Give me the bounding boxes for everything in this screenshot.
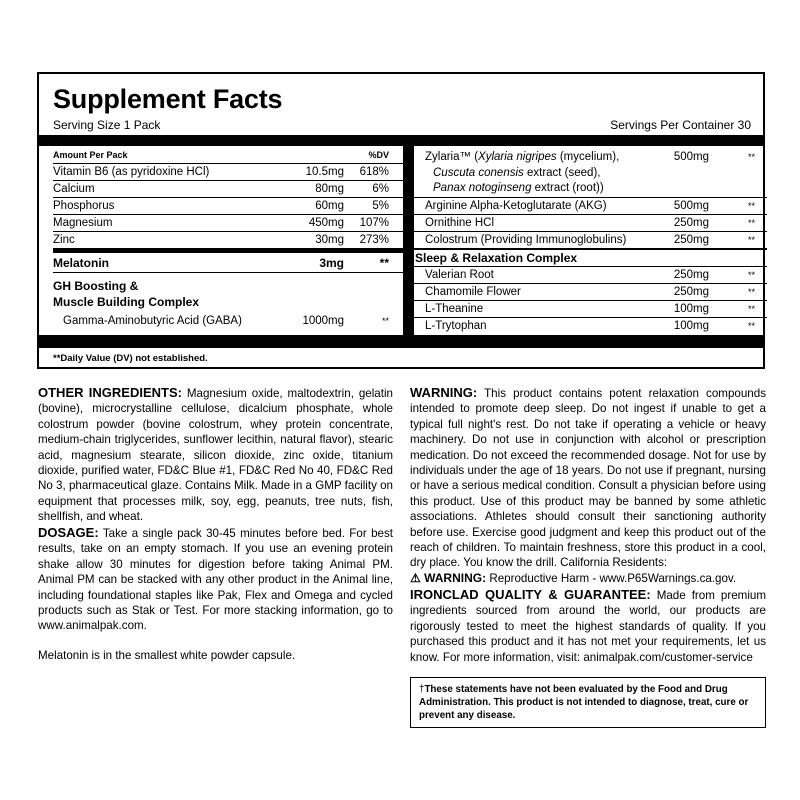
gh-complex-title-line1: GH Boosting & — [53, 279, 139, 293]
guarantee-label: IRONCLAD QUALITY & GUARANTEE: — [410, 587, 651, 602]
right-item-name: Colostrum (Providing Immunoglobulins) — [425, 234, 627, 246]
zylaria-line1 — [425, 149, 619, 165]
dv-footnote: **Daily Value (DV) not established. — [53, 353, 208, 364]
supplement-facts-panel — [37, 72, 765, 369]
prop65-label: ⚠ WARNING: — [410, 570, 487, 585]
header-amount: Amount Per Pack — [53, 150, 128, 160]
header-dv: %DV — [368, 150, 389, 160]
other-ingredients-label: OTHER INGREDIENTS: — [38, 385, 182, 400]
gaba-amount: 1000mg — [302, 315, 344, 327]
guarantee-text: Made from premium ingredients sourced from around the world, our products are rigorously tested to meet the highest standards of quality. If you purchased this product and it has not met your requirements, let us know. For more information, visit: animalpak.com/customer-service — [410, 589, 767, 664]
right-item-dv: ** — [747, 201, 755, 211]
zylaria-line2 — [433, 165, 600, 181]
servings-per-container: Servings Per Container 30 — [610, 118, 751, 132]
sleep-item-name: Chamomile Flower — [425, 286, 521, 298]
right-item-dv: ** — [747, 218, 755, 228]
warning-block — [410, 385, 766, 586]
other-ingredients-text: Magnesium oxide, maltodextrin, gelatin (bovine), microcrystalline cellulose, dicalcium phosphate, whole colostrum powder (bovine colostrum, whey protein concentrate, medium-chain triglycerides, sunflower lecithin, natural flavor), stearic acid, magnesium stearate, silicon dioxide, zinc oxide, titanium dioxide, purified water, FD&C Blue #1, FD&C Red No 40, FD&C Red No 3, pharmaceutical glaze. Contains Milk. Made in a GMP facility on equipment that processes milk, soy, egg, peanuts, tree nuts, fish, shellfish, and wheat. — [38, 387, 393, 524]
sleep-item-amount: 250mg — [673, 286, 709, 298]
zylaria-prefix: Zylaria™ ( — [425, 151, 479, 163]
thick-divider-bottom — [39, 335, 763, 348]
nutrient-dv: 6% — [372, 183, 389, 195]
sleep-item-dv: ** — [747, 287, 755, 297]
sleep-item-name: L-Trytophan — [425, 320, 487, 332]
panel-title: Supplement Facts — [53, 84, 283, 114]
melatonin-name: Melatonin — [53, 256, 109, 270]
nutrient-amount: 10.5mg — [305, 166, 344, 178]
nutrient-name: Calcium — [53, 183, 95, 195]
nutrient-name: Phosphorus — [53, 200, 115, 212]
fda-statement-text: These statements have not been evaluated by the Food and Drug Administration. This product is not intended to diagnose, treat, cure or prevent any disease. — [419, 684, 749, 721]
other-ingredients-block — [38, 385, 393, 525]
sleep-item-name: Valerian Root — [425, 269, 494, 281]
sleep-item-dv: ** — [747, 321, 755, 331]
nutrient-amount: 60mg — [315, 200, 344, 212]
nutrient-name: Vitamin B6 (as pyridoxine HCl) — [53, 166, 210, 178]
column-divider — [403, 146, 414, 335]
right-item-dv: ** — [747, 235, 755, 245]
zylaria-line3 — [433, 180, 604, 196]
melatonin-amount: 3mg — [319, 256, 344, 270]
cuscuta-suffix: extract (seed), — [523, 167, 601, 179]
nutrient-dv: 5% — [372, 200, 389, 212]
right-item-amount: 500mg — [673, 200, 709, 212]
dosage-label: DOSAGE: — [38, 525, 99, 540]
sleep-item-dv: ** — [747, 304, 755, 314]
panax-suffix: extract (root)) — [531, 182, 604, 194]
panax-species: Panax notoginseng — [433, 182, 532, 194]
cuscuta-species: Cuscuta conensis — [433, 167, 524, 179]
nutrient-amount: 30mg — [315, 234, 344, 246]
melatonin-note: Melatonin is in the smallest white powder capsule. — [38, 649, 296, 662]
guarantee-block — [410, 587, 766, 665]
dosage-text: Take a single pack 30-45 minutes before bed. For best results, take on an empty stomach. If you use an evening protein shake allow 30 minutes for digestion before taking Animal PM. Animal PM can be stacked with any other product in the Animal line, including foundational staples like Pak, Flex and Omega and cycled products such as Stak or Test. For more stacking information, go to www.animalpak.com. — [38, 527, 393, 633]
fda-statement-box — [410, 677, 766, 728]
zylaria-dv: ** — [747, 152, 755, 162]
nutrient-amount: 80mg — [315, 183, 344, 195]
prop65-text: Reproductive Harm - www.P65Warnings.ca.gov. — [486, 571, 737, 585]
medium-rule — [53, 248, 403, 253]
dosage-block — [38, 525, 393, 634]
serving-size: Serving Size 1 Pack — [53, 118, 161, 132]
nutrient-dv: 618% — [359, 166, 389, 178]
warning-text: This product contains potent relaxation compounds intended to promote deep sleep. Do not ingest if unable to get a typical full night's rest. Do not take if operating a vehicle or heavy machinery. Do not use in conjunction with alcohol or prescription medication. Do not exceed the recommended dosage. Not for use by individuals under the age of 18 years. Do not use if pregnant, nursing or have a serious medical condition. Consult a physician before using this product. Use of this product may be banned by some athletic associations. Athletes should consult their sanctioning authority before use. Exercise good judgment and keep this product out of the reach of children. To maintain freshness, store this product in a cool, dry place. You know the drill. California Residents: — [410, 387, 766, 570]
right-item-amount: 250mg — [673, 234, 709, 246]
thick-divider-top — [39, 135, 763, 146]
nutrient-dv: 107% — [359, 217, 389, 229]
gh-complex-title-line2: Muscle Building Complex — [53, 295, 200, 309]
dagger-symbol: † — [419, 684, 425, 695]
nutrient-name: Zinc — [53, 234, 75, 246]
warning-label: WARNING: — [410, 385, 478, 400]
nutrient-amount: 450mg — [308, 217, 344, 229]
sleep-complex-title: Sleep & Relaxation Complex — [415, 251, 578, 265]
gaba-name: Gamma-Aminobutyric Acid (GABA) — [63, 315, 242, 327]
zylaria-suffix: (mycelium), — [556, 151, 620, 163]
rule — [53, 272, 403, 273]
nutrient-name: Magnesium — [53, 217, 113, 229]
right-item-name: Arginine Alpha-Ketoglutarate (AKG) — [425, 200, 607, 212]
nutrient-dv: 273% — [359, 234, 389, 246]
right-item-name: Ornithine HCl — [425, 217, 495, 229]
sleep-item-amount: 250mg — [673, 269, 709, 281]
sleep-item-dv: ** — [747, 270, 755, 280]
sleep-item-amount: 100mg — [673, 303, 709, 315]
melatonin-dv: ** — [379, 256, 389, 270]
zylaria-amount: 500mg — [673, 151, 709, 163]
gaba-dv: ** — [381, 316, 389, 326]
right-item-amount: 250mg — [673, 217, 709, 229]
zylaria-species: Xylaria nigripes — [478, 151, 557, 163]
sleep-item-amount: 100mg — [673, 320, 709, 332]
sleep-item-name: L-Theanine — [425, 303, 484, 315]
